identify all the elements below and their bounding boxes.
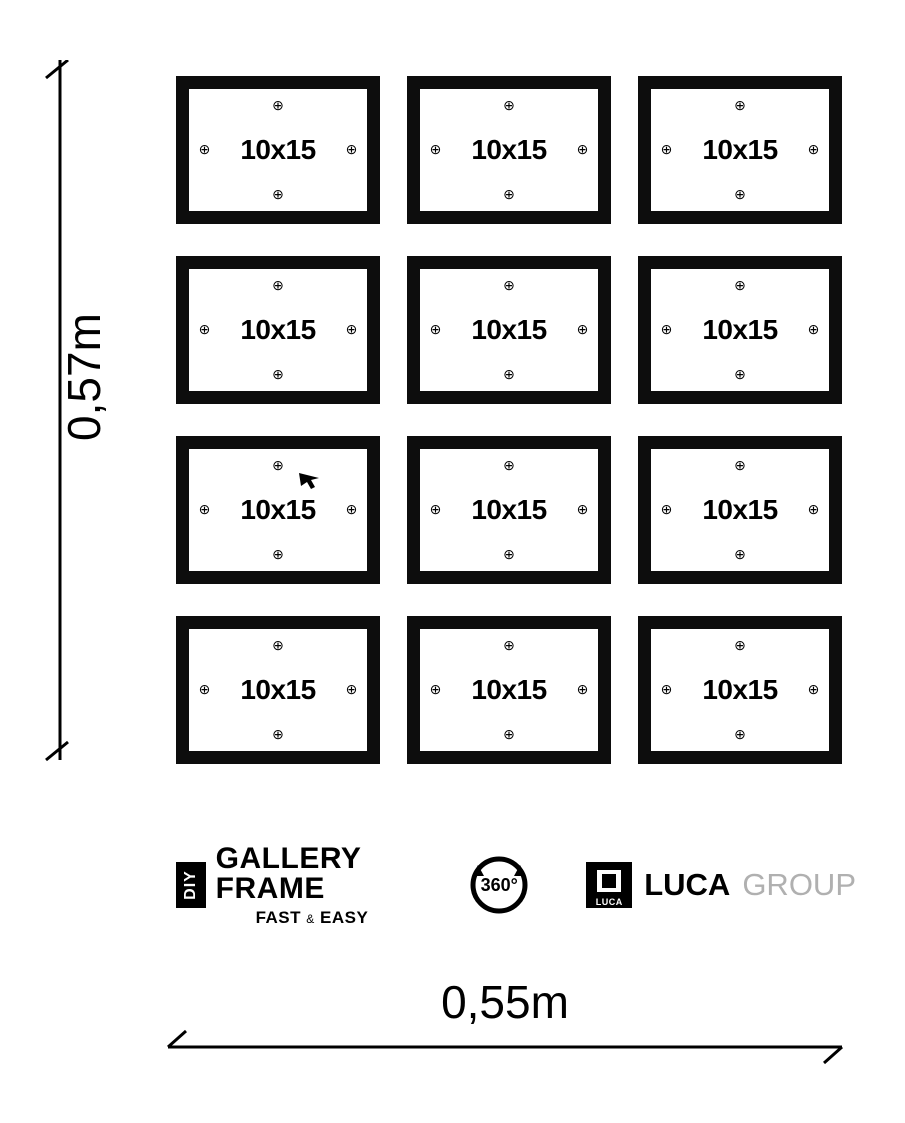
- anchor-point-icon: ⊕: [503, 97, 515, 113]
- frame-mat: [651, 449, 829, 571]
- frame-mat: [651, 89, 829, 211]
- luca-mark-inner-dot: [602, 874, 616, 888]
- anchor-point-icon: ⊕: [660, 321, 673, 337]
- anchor-point-icon: ⊕: [734, 277, 746, 293]
- frame-size-label: 10x15: [471, 494, 547, 525]
- anchor-point-icon: ⊕: [734, 726, 746, 742]
- anchor-point-icon: ⊕: [198, 681, 211, 697]
- anchor-point-icon: ⊕: [503, 457, 515, 473]
- anchor-point-icon: ⊕: [272, 637, 284, 653]
- anchor-point-icon: ⊕: [272, 457, 284, 473]
- anchor-point-icon: ⊕: [503, 277, 515, 293]
- anchor-point-icon: ⊕: [734, 97, 746, 113]
- diy-subtitle-right: EASY: [320, 908, 369, 927]
- anchor-point-icon: ⊕: [272, 726, 284, 742]
- frame-size-label: 10x15: [702, 134, 778, 165]
- anchor-point-icon: ⊕: [345, 681, 358, 697]
- frame-mat: [189, 269, 367, 391]
- anchor-point-icon: ⊕: [345, 501, 358, 517]
- frame-size-label: 10x15: [240, 134, 316, 165]
- anchor-point-icon: ⊕: [429, 501, 442, 517]
- luca-wordmark: LUCA: [644, 867, 731, 902]
- anchor-point-icon: ⊕: [198, 501, 211, 517]
- frame-mat: [420, 629, 598, 751]
- anchor-point-icon: ⊕: [807, 321, 820, 337]
- anchor-point-icon: ⊕: [807, 501, 820, 517]
- anchor-point-icon: ⊕: [429, 141, 442, 157]
- footer-logo-bar: [176, 842, 856, 927]
- anchor-point-icon: ⊕: [660, 501, 673, 517]
- frame-cell[interactable]: [407, 616, 611, 764]
- diy-badge-label: DIY: [181, 870, 199, 900]
- anchor-point-icon: ⊕: [503, 186, 515, 202]
- frame-cell[interactable]: [407, 256, 611, 404]
- anchor-point-icon: ⊕: [503, 546, 515, 562]
- anchor-point-icon: ⊕: [345, 321, 358, 337]
- frame-cell[interactable]: [638, 256, 842, 404]
- frame-size-label: 10x15: [240, 494, 316, 525]
- anchor-point-icon: ⊕: [734, 366, 746, 382]
- anchor-point-icon: ⊕: [660, 141, 673, 157]
- anchor-point-icon: ⊕: [576, 501, 589, 517]
- frame-size-label: 10x15: [240, 314, 316, 345]
- frame-mat: [420, 269, 598, 391]
- anchor-point-icon: ⊕: [272, 366, 284, 382]
- diy-subtitle: [216, 909, 409, 926]
- frame-cell[interactable]: [638, 616, 842, 764]
- rotate-360-badge[interactable]: [460, 849, 538, 921]
- frame-size-label: 10x15: [702, 494, 778, 525]
- anchor-point-icon: ⊕: [272, 186, 284, 202]
- diy-text-block: [216, 844, 409, 926]
- anchor-point-icon: ⊕: [734, 457, 746, 473]
- horizontal-dimension: [160, 976, 850, 1085]
- frame-mat: [420, 449, 598, 571]
- frame-grid: [176, 76, 842, 764]
- luca-mark-icon: [586, 862, 632, 908]
- rotate-360-label: 360°: [480, 875, 518, 895]
- frame-mat: [651, 629, 829, 751]
- frame-cell[interactable]: [176, 436, 380, 584]
- diy-title: GALLERY FRAME: [215, 842, 361, 905]
- frame-size-label: 10x15: [702, 314, 778, 345]
- vertical-dimension: [40, 60, 180, 780]
- frame-mat: [189, 89, 367, 211]
- frame-size-label: 10x15: [471, 314, 547, 345]
- anchor-point-icon: ⊕: [734, 637, 746, 653]
- horizontal-dimension-line: [160, 1025, 850, 1065]
- anchor-point-icon: ⊕: [198, 321, 211, 337]
- anchor-point-icon: ⊕: [576, 321, 589, 337]
- anchor-point-icon: ⊕: [503, 366, 515, 382]
- diy-subtitle-left: FAST: [255, 908, 302, 927]
- diy-badge: [176, 862, 206, 908]
- diy-subtitle-amp: &: [306, 912, 315, 926]
- luca-mark-label: LUCA: [595, 897, 623, 907]
- anchor-point-icon: ⊕: [429, 321, 442, 337]
- cursor-icon: [297, 469, 323, 491]
- frame-mat: [651, 269, 829, 391]
- anchor-point-icon: ⊕: [807, 681, 820, 697]
- horizontal-dimension-label: 0,55m: [441, 976, 569, 1028]
- anchor-point-icon: ⊕: [660, 681, 673, 697]
- frame-cell[interactable]: [176, 76, 380, 224]
- frame-size-label: 10x15: [471, 134, 547, 165]
- frame-size-label: 10x15: [240, 674, 316, 705]
- anchor-point-icon: ⊕: [503, 726, 515, 742]
- anchor-point-icon: ⊕: [272, 277, 284, 293]
- anchor-point-icon: ⊕: [503, 637, 515, 653]
- frame-cell[interactable]: [407, 76, 611, 224]
- diy-gallery-frame-logo: [176, 844, 408, 926]
- anchor-point-icon: ⊕: [429, 681, 442, 697]
- anchor-point-icon: ⊕: [272, 546, 284, 562]
- frame-mat: [189, 449, 367, 571]
- anchor-point-icon: ⊕: [734, 186, 746, 202]
- vertical-dimension-label: 0,57m: [58, 313, 110, 441]
- anchor-point-icon: ⊕: [576, 141, 589, 157]
- luca-group-wordmark: GROUP: [742, 867, 856, 902]
- anchor-point-icon: ⊕: [576, 681, 589, 697]
- luca-group-logo: [586, 862, 856, 908]
- frame-cell[interactable]: [176, 256, 380, 404]
- frame-mat: [189, 629, 367, 751]
- frame-mat: [420, 89, 598, 211]
- anchor-point-icon: ⊕: [198, 141, 211, 157]
- anchor-point-icon: ⊕: [734, 546, 746, 562]
- frame-cell[interactable]: [407, 436, 611, 584]
- anchor-point-icon: ⊕: [272, 97, 284, 113]
- anchor-point-icon: ⊕: [807, 141, 820, 157]
- frame-size-label: 10x15: [471, 674, 547, 705]
- frame-size-label: 10x15: [702, 674, 778, 705]
- frame-cell[interactable]: [638, 76, 842, 224]
- anchor-point-icon: ⊕: [345, 141, 358, 157]
- frame-cell[interactable]: [176, 616, 380, 764]
- frame-cell[interactable]: [638, 436, 842, 584]
